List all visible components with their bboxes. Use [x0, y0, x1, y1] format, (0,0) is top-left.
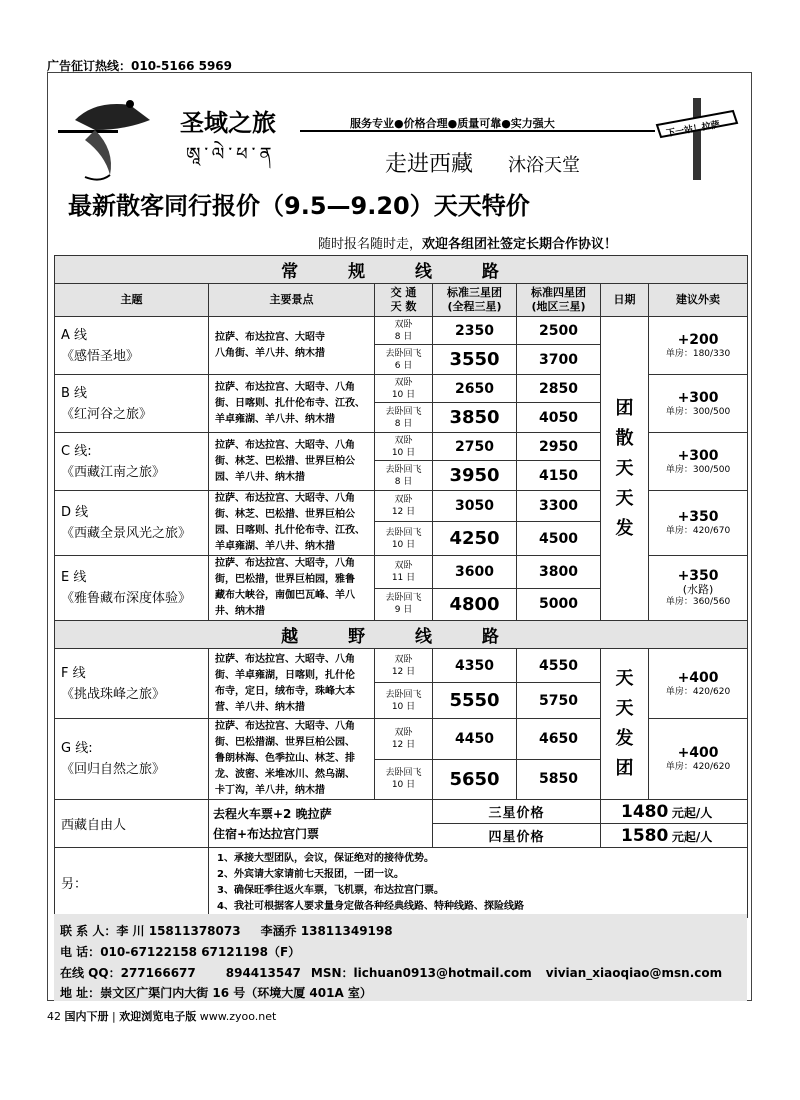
route-upgrade: [649, 649, 748, 719]
free-price-3-value: 1480: [621, 801, 669, 822]
notes-list: [209, 848, 748, 918]
route-scenic: 拉萨、布达拉宫、大昭寺、八角 街、羊卓雍湖，日喀则，扎什伦 布寺，定日，绒布寺，珠峰大本 营、羊八井、纳木措: [209, 649, 375, 719]
tibetan-hat-logo-icon: [55, 95, 165, 185]
price-3star-option-2: 3950: [433, 461, 517, 491]
contact-person-1: 李 川 15811378073: [116, 924, 241, 938]
price-4star-option-2: 5850: [517, 759, 601, 800]
price-3star-option-2: 3850: [433, 403, 517, 433]
price-4star-option-2: 4500: [517, 522, 601, 556]
route-days-option-1: 双卧 10 日: [375, 433, 433, 461]
price-4star-option-1: 2500: [517, 317, 601, 345]
contact-online-row: [60, 964, 722, 981]
price-3star-option-2: 4250: [433, 522, 517, 556]
route-scenic: 拉萨、布达拉宫、大昭寺、八角 街、巴松措湖、世界巨柏公园、 鲁朗林海、色季拉山、林芝、排 龙、波密、米堆冰川、然乌湖、 卡丁沟，羊八井，纳木措: [209, 719, 375, 800]
route-days-option-2: 去卧回飞 8 日: [375, 461, 433, 491]
route-scenic: 拉萨、布达拉宫、大昭寺 八角街、羊八井、纳木措: [209, 317, 375, 375]
route-upgrade: [649, 719, 748, 800]
contact-phone-label: 电 话：: [60, 945, 101, 959]
price-3star-option-2: 5550: [433, 683, 517, 719]
route-days-option-1: 双卧 12 日: [375, 649, 433, 683]
price-3star-option-1: 3050: [433, 491, 517, 522]
section-offroad: 越 野 线 路: [55, 621, 748, 649]
contact-person-2: 李涵乔 13811349198: [260, 924, 393, 938]
upgrade-price: +300: [677, 447, 719, 464]
contact-qq-2: 894413547: [225, 966, 301, 980]
route-theme: G 线: 《回归自然之旅》: [55, 719, 209, 800]
free-price-4: [601, 824, 748, 848]
route-theme: A 线 《感悟圣地》: [55, 317, 209, 375]
note-item: 3、确保旺季往返火车票，飞机票，布达拉宫门票。: [217, 884, 444, 896]
route-theme: D 线 《西藏全景风光之旅》: [55, 491, 209, 556]
price-3star-option-2: 5650: [433, 759, 517, 800]
contact-online-label: 在线 QQ：: [60, 966, 121, 980]
contact-person-row: [60, 922, 393, 939]
free-price-4-value: 1580: [621, 825, 669, 846]
free-desc-line1: 去程火车票+2 晚拉萨: [213, 806, 332, 821]
upgrade-price: +300: [677, 389, 719, 406]
route-upgrade: [649, 433, 748, 491]
contact-phone: 010-67122158 67121198（F）: [100, 945, 301, 959]
route-theme: E 线 《雅鲁藏布深度体验》: [55, 556, 209, 621]
price-3star-option-1: 2650: [433, 375, 517, 403]
footer-section: 国内下册: [64, 1010, 109, 1023]
subline-bold: 欢迎各组团社签定长期合作协议！: [422, 237, 618, 252]
free-price-3: [601, 800, 748, 824]
price-3star-option-1: 3600: [433, 556, 517, 589]
note-item: 1、承接大型团队，会议，保证绝对的接待优势。: [217, 852, 434, 864]
footer-tagline: 欢迎浏览电子版: [119, 1010, 197, 1023]
route-scenic: 拉萨、布达拉宫、大昭寺、八角 街、林芝、巴松措、世界巨柏公 园、日喀则、扎什伦布寺、江孜、 羊卓雍湖、羊八井、纳木措: [209, 491, 375, 556]
motto-secondary: 沐浴天堂: [508, 155, 580, 176]
contact-msn-2: vivian_xiaoqiao@msn.com: [545, 966, 723, 980]
route-scenic: 拉萨、布达拉宫、大昭寺、八角 街、林芝、巴松措、世界巨柏公 园、羊八井、纳木措: [209, 433, 375, 491]
contact-person-label: 联 系 人：: [60, 924, 117, 938]
price-4star-option-2: 4050: [517, 403, 601, 433]
route-days-option-2: 去卧回飞 8 日: [375, 403, 433, 433]
route-days-option-1: 双卧 12 日: [375, 719, 433, 760]
route-days-option-2: 去卧回飞 6 日: [375, 345, 433, 375]
upgrade-note: (水路): [682, 583, 714, 596]
price-3star-option-2: 4800: [433, 588, 517, 621]
col-date: 日期: [601, 284, 649, 317]
price-4star-option-2: 4150: [517, 461, 601, 491]
single-room-price: 单房：360/560: [665, 597, 731, 607]
brand-name: 圣域之旅: [180, 108, 276, 137]
route-days-option-1: 双卧 12 日: [375, 491, 433, 522]
price-4star-option-1: 2850: [517, 375, 601, 403]
price-4star-option-1: 4550: [517, 649, 601, 683]
footer-url[interactable]: www.zyoo.net: [199, 1010, 277, 1023]
price-3star-option-1: 2750: [433, 433, 517, 461]
subline: [318, 233, 617, 252]
price-4star-option-2: 5000: [517, 588, 601, 621]
price-4star-option-2: 5750: [517, 683, 601, 719]
upgrade-price: +350: [677, 568, 719, 584]
price-4star-option-1: 3300: [517, 491, 601, 522]
single-room-price: 单房：420/620: [665, 762, 731, 772]
route-days-option-2: 去卧回飞 10 日: [375, 683, 433, 719]
free-price-3-unit: 元起/人: [671, 805, 713, 820]
ad-hotline: 广告征订热线：010-5166 5969: [47, 59, 233, 73]
price-3star-option-2: 3550: [433, 345, 517, 375]
route-scenic: 拉萨、布达拉宫、大昭寺，八角 街，巴松措，世界巨柏园，雅鲁 藏布大峡谷，南伽巴瓦峰、羊八 井、纳木措: [209, 556, 375, 621]
route-upgrade: [649, 556, 748, 621]
footer-separator: |: [112, 1010, 116, 1023]
regular_date-cell: [601, 317, 649, 621]
signpost-text: 下一站！拉萨: [665, 120, 721, 140]
col-days: 交 通 天 数: [375, 284, 433, 317]
price-4star-option-1: 3800: [517, 556, 601, 589]
route-days-option-1: 双卧 11 日: [375, 556, 433, 589]
contact-msn: MSN：lichuan0913@hotmail.com: [310, 966, 532, 980]
free-level-4: 四星价格: [433, 824, 601, 848]
upgrade-price: +400: [677, 669, 719, 686]
price-4star-option-1: 2950: [517, 433, 601, 461]
single-room-price: 单房：180/330: [665, 348, 731, 359]
single-room-price: 单房：300/500: [665, 464, 731, 475]
price-4star-option-2: 3700: [517, 345, 601, 375]
col-theme: 主题: [55, 284, 209, 317]
route-upgrade: [649, 375, 748, 433]
date-text: 团散天天发: [615, 397, 634, 539]
route-days-option-1: 双卧 8 日: [375, 317, 433, 345]
contact-block: [54, 914, 747, 1001]
route-upgrade: [649, 317, 748, 375]
price-4star-option-1: 4650: [517, 719, 601, 760]
upgrade-price: +200: [677, 331, 719, 348]
contact-address: 崇文区广渠门内大街 16 号（环境大厦 401A 室）: [100, 986, 372, 1000]
offroad-routes: [55, 649, 748, 800]
page-footer: [47, 1008, 276, 1024]
price-table: [54, 255, 748, 918]
route-days-option-1: 双卧 10 日: [375, 375, 433, 403]
free-desc-line2: 住宿+布达拉宫门票: [213, 826, 320, 841]
route-scenic: 拉萨、布达拉宫、大昭寺、八角 街、日喀则、扎什伦布寺、江孜、 羊卓雍湖、羊八井、纳木措: [209, 375, 375, 433]
route-days-option-2: 去卧回飞 10 日: [375, 522, 433, 556]
upgrade-price: +400: [677, 745, 719, 761]
free-level-3: 三星价格: [433, 800, 601, 824]
single-room-price: 单房：420/620: [665, 686, 731, 697]
route-theme: C 线: 《西藏江南之旅》: [55, 433, 209, 491]
col-upgrade: 建议外卖: [649, 284, 748, 317]
offroad_date-cell: [601, 649, 649, 800]
contact-address-label: 地 址：: [60, 986, 101, 1000]
single-room-price: 单房：300/500: [665, 406, 731, 417]
signpost-icon: [655, 93, 740, 183]
price-3star-option-1: 4350: [433, 649, 517, 683]
date-text: 天天发团: [615, 668, 634, 779]
headline: 最新散客同行报价（9.5—9.20）天天特价: [68, 192, 530, 220]
col-std3: 标准三星团 (全程三星): [433, 284, 517, 317]
route-days-option-2: 去卧回飞 9 日: [375, 588, 433, 621]
motto-primary: 走进西藏: [385, 152, 474, 177]
contact-phone-row: [60, 943, 300, 960]
notes-label: 另：: [55, 848, 209, 918]
route-theme: F 线 《挑战珠峰之旅》: [55, 649, 209, 719]
subline-plain: 随时报名随时走，: [318, 237, 423, 252]
contact-qq-1: 277166677: [120, 966, 196, 980]
single-room-price: 单房：420/670: [665, 526, 731, 536]
free-desc: [209, 800, 433, 848]
route-days-option-2: 去卧回飞 10 日: [375, 759, 433, 800]
col-std4: 标准四星团 (地区三星): [517, 284, 601, 317]
free-price-4-unit: 元起/人: [671, 829, 713, 844]
note-item: 4、我社可根据客人要求量身定做各种经典线路、特种线路、探险线路: [217, 900, 524, 912]
free-title: 西藏自由人: [55, 800, 209, 848]
section-regular: 常 规 线 路: [55, 256, 748, 284]
note-item: 2、外宾请大家请前七天报团，一团一议。: [217, 868, 404, 880]
col-scenic: 主要景点: [209, 284, 375, 317]
price-3star-option-1: 4450: [433, 719, 517, 760]
price-3star-option-1: 2350: [433, 317, 517, 345]
contact-address-row: [60, 984, 372, 1001]
regular-routes: [55, 317, 748, 621]
route-theme: B 线 《红河谷之旅》: [55, 375, 209, 433]
route-upgrade: [649, 491, 748, 556]
brand-tibetan: ཨཱ་ལེ་ཕ་ན: [186, 144, 276, 165]
upgrade-price: +350: [677, 509, 719, 525]
page-number: 42: [47, 1010, 61, 1023]
brand-slogan: 服务专业●价格合理●质量可靠●实力强大: [350, 117, 555, 130]
